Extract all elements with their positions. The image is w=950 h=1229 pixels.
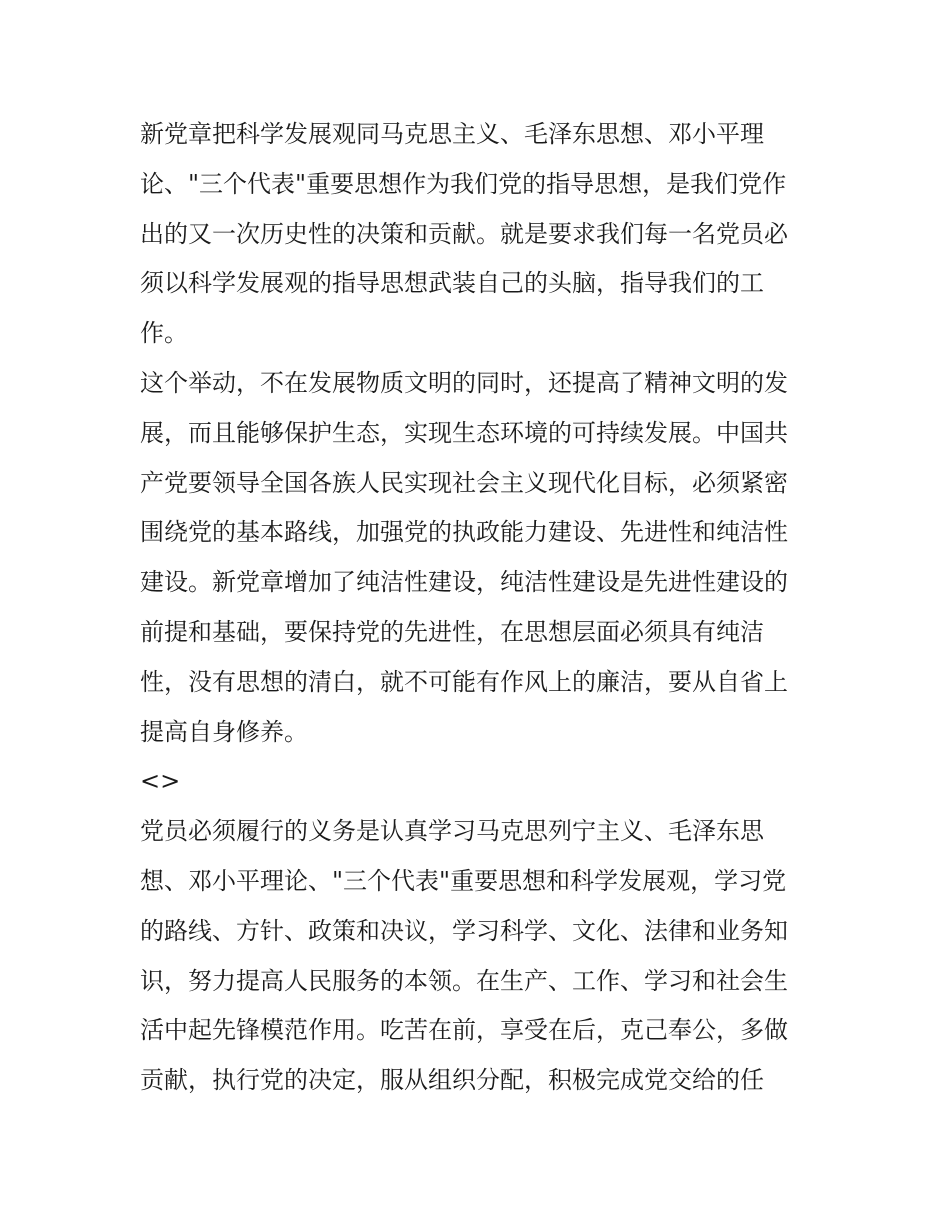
text-line: 党员必须履行的义务是认真学习马克思列宁主义、毛泽东思 xyxy=(140,817,764,846)
text-line: 贡献，执行党的决定，服从组织分配，积极完成党交给的任 xyxy=(140,1066,764,1095)
text-line: 这个举动，不在发展物质文明的同时，还提高了精神文明的发 xyxy=(140,368,788,397)
text-line: 建设。新党章增加了纯洁性建设，纯洁性建设是先进性建设的 xyxy=(140,568,788,597)
text-line: 出的又一次历史性的决策和贡献。就是要求我们每一名党员必 xyxy=(140,219,788,248)
text-line: 论、"三个代表"重要思想作为我们党的指导思想，是我们党作 xyxy=(140,169,787,198)
text-line: 前提和基础，要保持党的先进性，在思想层面必须具有纯洁 xyxy=(140,617,764,646)
text-line: 产党要领导全国各族人民实现社会主义现代化目标，必须紧密 xyxy=(140,468,788,497)
text-line: 想、邓小平理论、"三个代表"重要思想和科学发展观，学习党 xyxy=(140,866,787,895)
text-line: 的路线、方针、政策和决议，学习科学、文化、法律和业务知 xyxy=(140,916,788,945)
text-line: 新党章把科学发展观同马克思主义、毛泽东思想、邓小平理 xyxy=(140,120,764,148)
text-line: 活中起先锋模范作用。吃苦在前，享受在后，克己奉公，多做 xyxy=(140,1016,788,1045)
text-line: 作。 xyxy=(140,319,188,348)
text-line: 围绕党的基本路线，加强党的执政能力建设、先进性和纯洁性 xyxy=(140,518,788,547)
text-line: 性，没有思想的清白，就不可能有作风上的廉洁，要从自省上 xyxy=(140,667,788,696)
text-line: 须以科学发展观的指导思想武装自己的头脑，指导我们的工 xyxy=(140,269,764,298)
text-line: 展，而且能够保护生态，实现生态环境的可持续发展。中国共 xyxy=(140,418,788,447)
section-marker: <> xyxy=(140,767,181,796)
text-line: 识，努力提高人民服务的本领。在生产、工作、学习和社会生 xyxy=(140,966,788,995)
text-line: 提高自身修养。 xyxy=(140,717,308,746)
body-text xyxy=(140,110,812,1106)
